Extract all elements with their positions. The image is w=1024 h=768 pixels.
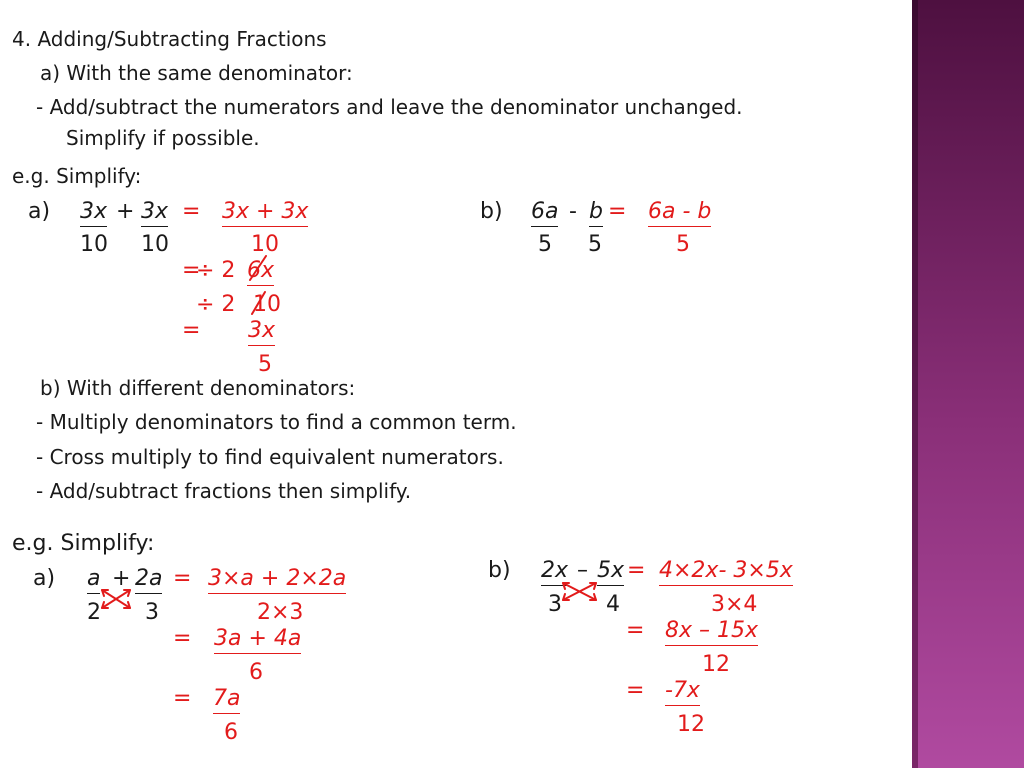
- step1-numerator: 3×a + 2×2a: [208, 566, 346, 594]
- step2-numerator: 3a + 4a: [214, 626, 301, 654]
- fraction-numerator: a: [87, 566, 100, 594]
- step2-denominator: 6: [249, 660, 263, 685]
- fraction-denominator: 2: [87, 600, 101, 625]
- equals-sign: =: [182, 318, 201, 343]
- rule-same-denominator: - Add/subtract the numerators and leave the denominator unchanged.: [36, 95, 743, 119]
- divide-by-label: ÷ 2: [196, 292, 236, 317]
- fraction-denominator: 5: [588, 232, 602, 257]
- example-b-label: b): [488, 558, 511, 583]
- example-a-label: a): [28, 199, 51, 224]
- section-heading: 4. Adding/Subtracting Fractions: [12, 27, 327, 51]
- result-denominator: 12: [677, 712, 705, 737]
- subheading-different-denominators: b) With different denominators:: [40, 376, 356, 400]
- minus-sign: -: [569, 199, 577, 224]
- result-numerator: 6a - b: [648, 199, 711, 227]
- sum-numerator: 3x + 3x: [222, 199, 308, 227]
- step1-numerator: 4×2x- 3×5x: [659, 558, 793, 586]
- minus-sign: –: [577, 558, 588, 583]
- fraction-denominator: 5: [538, 232, 552, 257]
- fraction-denominator: 4: [606, 592, 620, 617]
- example-b-label: b): [480, 199, 503, 224]
- equals-sign: =: [626, 678, 645, 703]
- rule-add-subtract: - Add/subtract fractions then simplify.: [36, 479, 412, 503]
- rule-simplify: Simplify if possible.: [66, 126, 260, 150]
- fraction-denominator: 10: [141, 232, 169, 257]
- example-label: e.g. Simplify:: [12, 164, 142, 188]
- fraction-denominator: 3: [145, 600, 159, 625]
- equals-sign: =: [173, 686, 192, 711]
- decorative-side-band: [912, 0, 1024, 768]
- equals-sign: =: [627, 558, 646, 583]
- result-denominator: 6: [224, 720, 238, 745]
- fraction-numerator: 5x: [597, 558, 624, 586]
- step1-denominator: 3×4: [711, 592, 758, 617]
- plus-sign: +: [116, 199, 135, 224]
- equals-sign: =: [608, 199, 627, 224]
- rule-cross-multiply: - Cross multiply to find equivalent numerators.: [36, 445, 504, 469]
- fraction-numerator: 6a: [531, 199, 558, 227]
- result-numerator: 3x: [248, 318, 275, 346]
- equals-sign: =: [173, 566, 192, 591]
- rule-multiply-denominators: - Multiply denominators to find a common term.: [36, 410, 517, 434]
- equals-sign: =: [173, 626, 192, 651]
- result-denominator: 5: [676, 232, 690, 257]
- cross-arrow-icon: [102, 590, 130, 608]
- example-a-label: a): [33, 566, 56, 591]
- fraction-denominator: 10: [80, 232, 108, 257]
- sum-denominator: 10: [251, 232, 279, 257]
- equals-sign: =: [626, 618, 645, 643]
- example-label: e.g. Simplify:: [12, 531, 155, 556]
- cancelled-denominator: 10: [253, 292, 281, 317]
- step1-denominator: 2×3: [257, 600, 304, 625]
- divide-by-label: ÷ 2: [196, 258, 236, 283]
- result-denominator: 5: [258, 352, 272, 377]
- result-numerator: 7a: [213, 686, 240, 714]
- subheading-same-denominator: a) With the same denominator:: [40, 61, 353, 85]
- fraction-numerator: 2a: [135, 566, 162, 594]
- step2-numerator: 8x – 15x: [665, 618, 758, 646]
- fraction-numerator: 3x: [141, 199, 168, 227]
- cancelled-numerator: 6x: [247, 258, 274, 286]
- fraction-numerator: b: [589, 199, 603, 227]
- plus-sign: +: [112, 566, 131, 591]
- step2-denominator: 12: [702, 652, 730, 677]
- result-numerator: -7x: [665, 678, 700, 706]
- fraction-denominator: 3: [548, 592, 562, 617]
- equals-sign: =: [182, 258, 201, 283]
- fraction-numerator: 3x: [80, 199, 107, 227]
- cross-arrow-icon: [102, 590, 130, 608]
- fraction-numerator: 2x: [541, 558, 568, 586]
- equals-sign: =: [182, 199, 201, 224]
